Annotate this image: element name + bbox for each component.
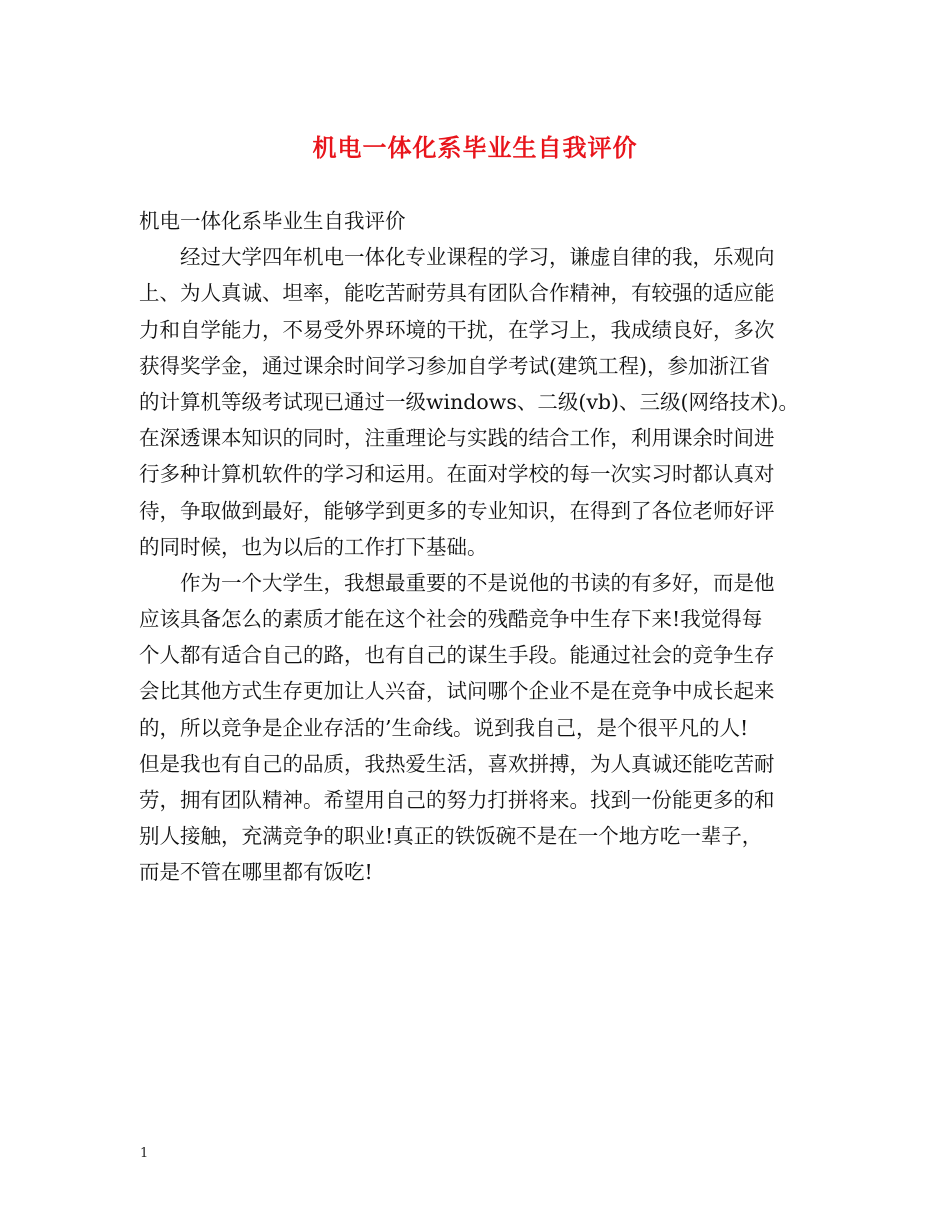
paragraph-2-line: 但是我也有自己的品质，我热爱生活，喜欢拼搏，为人真诚还能吃苦耐 — [139, 751, 775, 776]
paragraph-1-line: 的同时候，也为以后的工作打下基础。 — [139, 534, 488, 559]
body-heading: 机电一体化系毕业生自我评价 — [139, 209, 406, 233]
paragraph-2-line: 会比其他方式生存更加让人兴奋，试问哪个企业不是在竞争中成长起来 — [139, 679, 775, 704]
paragraph-2-line: 作为一个大学生，我想最重要的不是说他的书读的有多好，而是他 — [180, 570, 775, 595]
document-body — [139, 203, 824, 891]
paragraph-1-line: 待，争取做到最好，能够学到更多的专业知识，在得到了各位老师好评 — [139, 498, 775, 523]
paragraph-2-line: 个人都有适合自己的路，也有自己的谋生手段。能通过社会的竞争生存 — [139, 643, 775, 668]
paragraph-1-line: 的计算机等级考试现已通过一级windows、二级(vb)、三级(网络技术)。 — [139, 389, 800, 414]
paragraph-1-line: 在深透课本知识的同时，注重理论与实践的结合工作，利用课余时间进 — [139, 426, 775, 451]
page-number: 1 — [140, 1146, 149, 1161]
paragraph-2-line: 劳，拥有团队精神。希望用自己的努力打拼将来。找到一份能更多的和 — [139, 788, 775, 812]
paragraph-1-line: 经过大学四年机电一体化专业课程的学习，谦虚自律的我，乐观向 — [180, 245, 775, 270]
paragraph-1-line: 获得奖学金，通过课余时间学习参加自学考试(建筑工程)，参加浙江省 — [139, 353, 770, 378]
document-title: 机电一体化系毕业生自我评价 — [312, 133, 638, 162]
paragraph-2-line: 而是不管在哪里都有饭吃! — [139, 860, 373, 885]
paragraph-1-line: 力和自学能力，不易受外界环境的干扰，在学习上，我成绩良好，多次 — [139, 317, 775, 342]
paragraph-2-line: 应该具备怎么的素质才能在这个社会的残酷竞争中生存下来!我觉得每 — [139, 607, 763, 632]
paragraph-1-line: 上、为人真诚、坦率，能吃苦耐劳具有团队合作精神，有较强的适应能 — [139, 281, 775, 306]
paragraph-1 — [139, 239, 824, 565]
paragraph-2-line: 的，所以竞争是企业存活的’生命线。说到我自己，是个很平凡的人! — [139, 715, 749, 740]
paragraph-2 — [139, 565, 824, 891]
paragraph-2-line: 别人接触，充满竞争的职业!真正的铁饭碗不是在一个地方吃一辈子， — [139, 824, 763, 849]
paragraph-1-line: 行多种计算机软件的学习和运用。在面对学校的每一次实习时都认真对 — [139, 462, 775, 487]
